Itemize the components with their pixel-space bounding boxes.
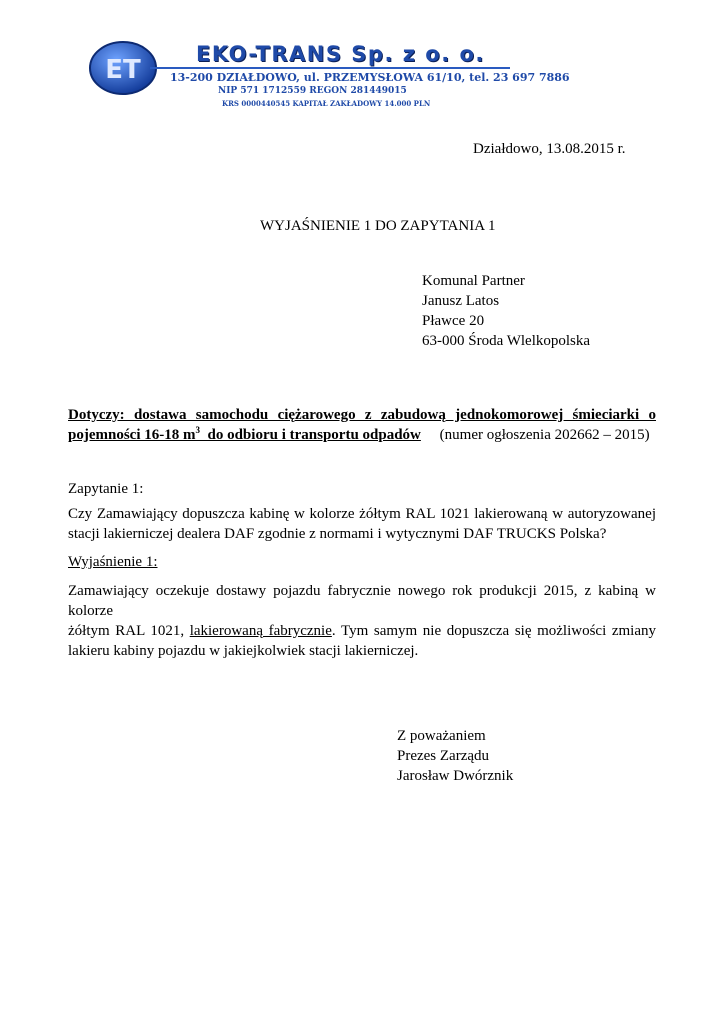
subject-line-1: Dotyczy: dostawa samochodu ciężarowego z zabudową jednokomorowej śmieciarki o [68, 407, 656, 423]
company-logo [88, 40, 158, 96]
subject-notice-number: (numer ogłoszenia 202662 – 2015) [420, 427, 650, 443]
recipient-street: Pławce 20 [422, 313, 485, 329]
question-line-1: Czy Zamawiający dopuszcza kabinę w kolorze żółtym RAL 1021 lakierowaną w autoryzowanej [68, 506, 656, 522]
recipient-name: Janusz Latos [422, 293, 500, 309]
answer-line-3: lakieru kabiny pojazdu w jakiejkolwiek stacji lakierniczej. [68, 643, 419, 659]
subject-block [68, 405, 656, 445]
answer-text [68, 581, 656, 661]
recipient-city: 63-000 Środa Wlelkopolska [422, 333, 591, 349]
answer-underlined-phrase: lakierowaną fabrycznie [189, 623, 332, 639]
question-heading: Zapytanie 1: [68, 481, 144, 497]
answer-line-2 [68, 621, 656, 641]
signature-title: Prezes Zarządu [397, 748, 490, 764]
subject-superscript: 3 [195, 425, 200, 435]
answer-heading: Wyjaśnienie 1: [68, 554, 158, 570]
answer-line-1: Zamawiający oczekuje dostawy pojazdu fabrycznie nowego rok produkcji 2015, z kabiną w kolorze [68, 583, 656, 619]
subject-line-2 [68, 425, 656, 445]
company-address: 13-200 DZIAŁDOWO, ul. PRZEMYSŁOWA 61/10, tel. 23 697 7886 [170, 71, 570, 84]
subject-purpose: do odbioru i transportu odpadów [200, 427, 421, 443]
answer-line-2-end: . Tym samym nie dopuszcza się możliwości zmiany [331, 623, 656, 639]
date-line: Działdowo, 13.08.2015 r. [473, 141, 626, 157]
document-title: WYJAŚNIENIE 1 DO ZAPYTANIA 1 [260, 218, 496, 234]
signature-closing: Z poważaniem [397, 728, 486, 744]
signature-name: Jarosław Dwórznik [397, 768, 514, 784]
question-line-2: stacji lakierniczej dealera DAF zgodnie z normami i wytycznymi DAF TRUCKS Polska? [68, 526, 607, 542]
company-krs: KRS 0000440545 KAPITAŁ ZAKŁADOWY 14.000 PLN [222, 99, 431, 108]
logo-lettering: ET [105, 55, 141, 85]
company-tax-ids: NIP 571 1712559 REGON 281449015 [218, 86, 407, 96]
company-name: EKO-TRANS Sp. z o. o. [196, 42, 485, 66]
question-text [68, 504, 656, 544]
subject-capacity: pojemności 16-18 m [68, 427, 196, 443]
answer-line-2-start: żółtym RAL 1021, [68, 623, 190, 639]
recipient-company: Komunal Partner [422, 273, 525, 289]
letterhead-divider [150, 67, 510, 69]
